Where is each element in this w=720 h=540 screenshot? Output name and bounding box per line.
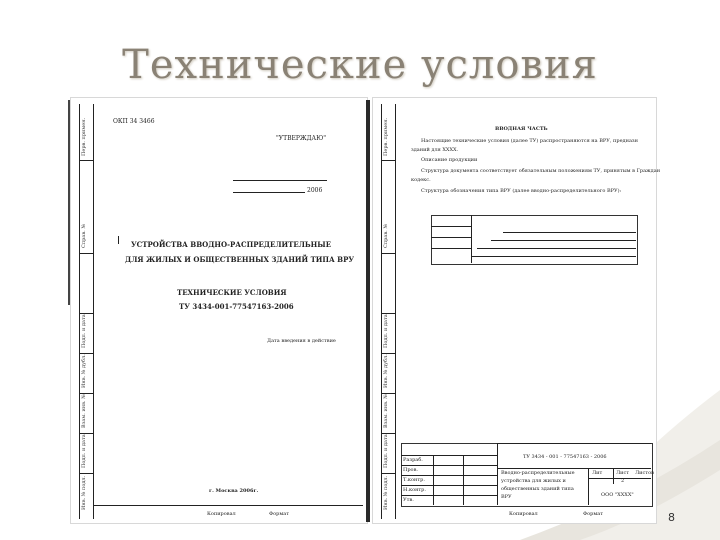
stamp-sheet-number: 2 xyxy=(621,478,625,484)
stamp-line xyxy=(588,468,589,505)
stamp-line xyxy=(497,443,651,444)
frame-line xyxy=(79,473,93,474)
stamp-line xyxy=(433,455,434,505)
side-label: Инв. № дубл. xyxy=(383,354,389,388)
frame-line xyxy=(79,160,93,161)
city-year: г. Москва 2006г. xyxy=(209,488,259,494)
frame-line xyxy=(395,104,396,519)
frame-line xyxy=(381,104,382,519)
section-heading: ВВОДНАЯ ЧАСТЬ xyxy=(495,126,548,132)
stamp-lit: Лит xyxy=(592,470,603,476)
frame-line xyxy=(381,160,395,161)
okp-code: ОКП 34 3466 xyxy=(113,118,155,125)
scheme-line xyxy=(491,240,636,241)
scheme-line xyxy=(431,237,471,238)
slide-title: Технические условия xyxy=(122,42,598,88)
intro-paragraph: зданий для ХХХХ. xyxy=(411,147,459,153)
stamp-row-label: Пров. xyxy=(403,467,418,473)
stamp-sheet: Лист xyxy=(616,470,630,476)
stamp-line xyxy=(401,455,497,456)
stamp-line xyxy=(401,495,497,496)
approval-year: 2006 xyxy=(307,187,323,194)
stamp-line xyxy=(401,475,497,476)
stamp-line xyxy=(401,465,497,466)
side-label: Перв. примен. xyxy=(81,117,87,156)
side-label: Взам. инв. № xyxy=(81,394,87,428)
stamp-line xyxy=(497,468,651,469)
intro-paragraph: Структура документа соответствует обязательным положениям ТУ, принятым в Граждан xyxy=(421,168,661,174)
slide-page-number: 8 xyxy=(668,511,675,524)
frame-line xyxy=(79,104,80,519)
tu-number: ТУ 3434-001-77547163-2006 xyxy=(179,302,294,311)
stamp-line xyxy=(401,485,497,486)
stamp-description: устройства для жилых и xyxy=(501,478,566,484)
stamp-sheets: Листов xyxy=(635,470,654,476)
date-line xyxy=(233,192,305,193)
stamp-line xyxy=(588,478,651,479)
stamp-description: ВРУ xyxy=(501,494,512,500)
page-divider xyxy=(366,100,370,522)
side-label: Подп. и дата xyxy=(81,434,87,468)
side-label: Подп. и дата xyxy=(81,314,87,348)
stamp-description: Вводно-распределительные xyxy=(501,470,575,476)
intro-paragraph: Описание продукции xyxy=(421,157,478,163)
document-title-line2: ДЛЯ ЖИЛЫХ И ОБЩЕСТВЕННЫХ ЗДАНИЙ ТИПА ВРУ xyxy=(125,255,355,264)
stamp-row-label: Н.контр. xyxy=(403,487,426,493)
stamp-row-label: Утв. xyxy=(403,497,414,503)
intro-paragraph: кодекс. xyxy=(411,177,431,183)
footer-format: Формат xyxy=(269,511,289,517)
intro-paragraph: Структура обозначения типа ВРУ (далее вводно-распределительного ВРУ): xyxy=(421,188,622,194)
frame-line xyxy=(381,473,395,474)
frame-line xyxy=(93,104,94,519)
approval-stamp: "УТВЕРЖДАЮ" xyxy=(276,135,327,142)
frame-line xyxy=(79,253,93,254)
effective-date: Дата введения в действие xyxy=(267,338,336,344)
signature-line xyxy=(233,180,327,181)
intro-paragraph: Настоящие технические условия (далее ТУ) распространяются на ВРУ, предназн xyxy=(421,138,638,144)
document-subtitle: ТЕХНИЧЕСКИЕ УСЛОВИЯ xyxy=(177,288,287,297)
stamp-line xyxy=(613,468,614,484)
scheme-line xyxy=(431,226,471,227)
scheme-line xyxy=(477,248,636,249)
side-label: Взам. инв. № xyxy=(383,394,389,428)
margin-mark xyxy=(118,236,119,244)
side-label: Подп. и дата xyxy=(383,314,389,348)
stamp-row-label: Разраб. xyxy=(403,457,423,463)
scheme-line xyxy=(503,232,636,233)
side-label: Инв. № подл. xyxy=(81,475,87,510)
side-label: Инв. № подл. xyxy=(383,475,389,510)
stamp-code: ТУ 3434 - 001 - 77547163 - 2006 xyxy=(523,454,607,460)
side-label: Справ. № xyxy=(383,223,389,248)
title-page-scan xyxy=(70,97,368,524)
stamp-description: общественных зданий типа xyxy=(501,486,574,492)
side-label: Подп. и дата xyxy=(383,434,389,468)
scheme-line xyxy=(431,248,471,249)
side-label: Справ. № xyxy=(81,223,87,248)
document-title-line1: УСТРОЙСТВА ВВОДНО-РАСПРЕДЕЛИТЕЛЬНЫЕ xyxy=(131,240,332,249)
intro-page-scan xyxy=(372,97,661,524)
stamp-line xyxy=(463,455,464,505)
side-label: Перв. примен. xyxy=(383,117,389,156)
footer-format: Формат xyxy=(583,511,603,517)
footer-copied: Копировал xyxy=(509,511,538,517)
stamp-row-label: Т.контр. xyxy=(403,477,425,483)
footer-copied: Копировал xyxy=(207,511,236,517)
frame-bottom xyxy=(93,505,363,506)
stamp-organization: ООО "ХХХХ" xyxy=(601,492,634,498)
stamp-line xyxy=(497,443,498,505)
frame-line xyxy=(381,253,395,254)
side-label: Инв. № дубл. xyxy=(81,354,87,388)
scheme-line xyxy=(471,256,636,257)
